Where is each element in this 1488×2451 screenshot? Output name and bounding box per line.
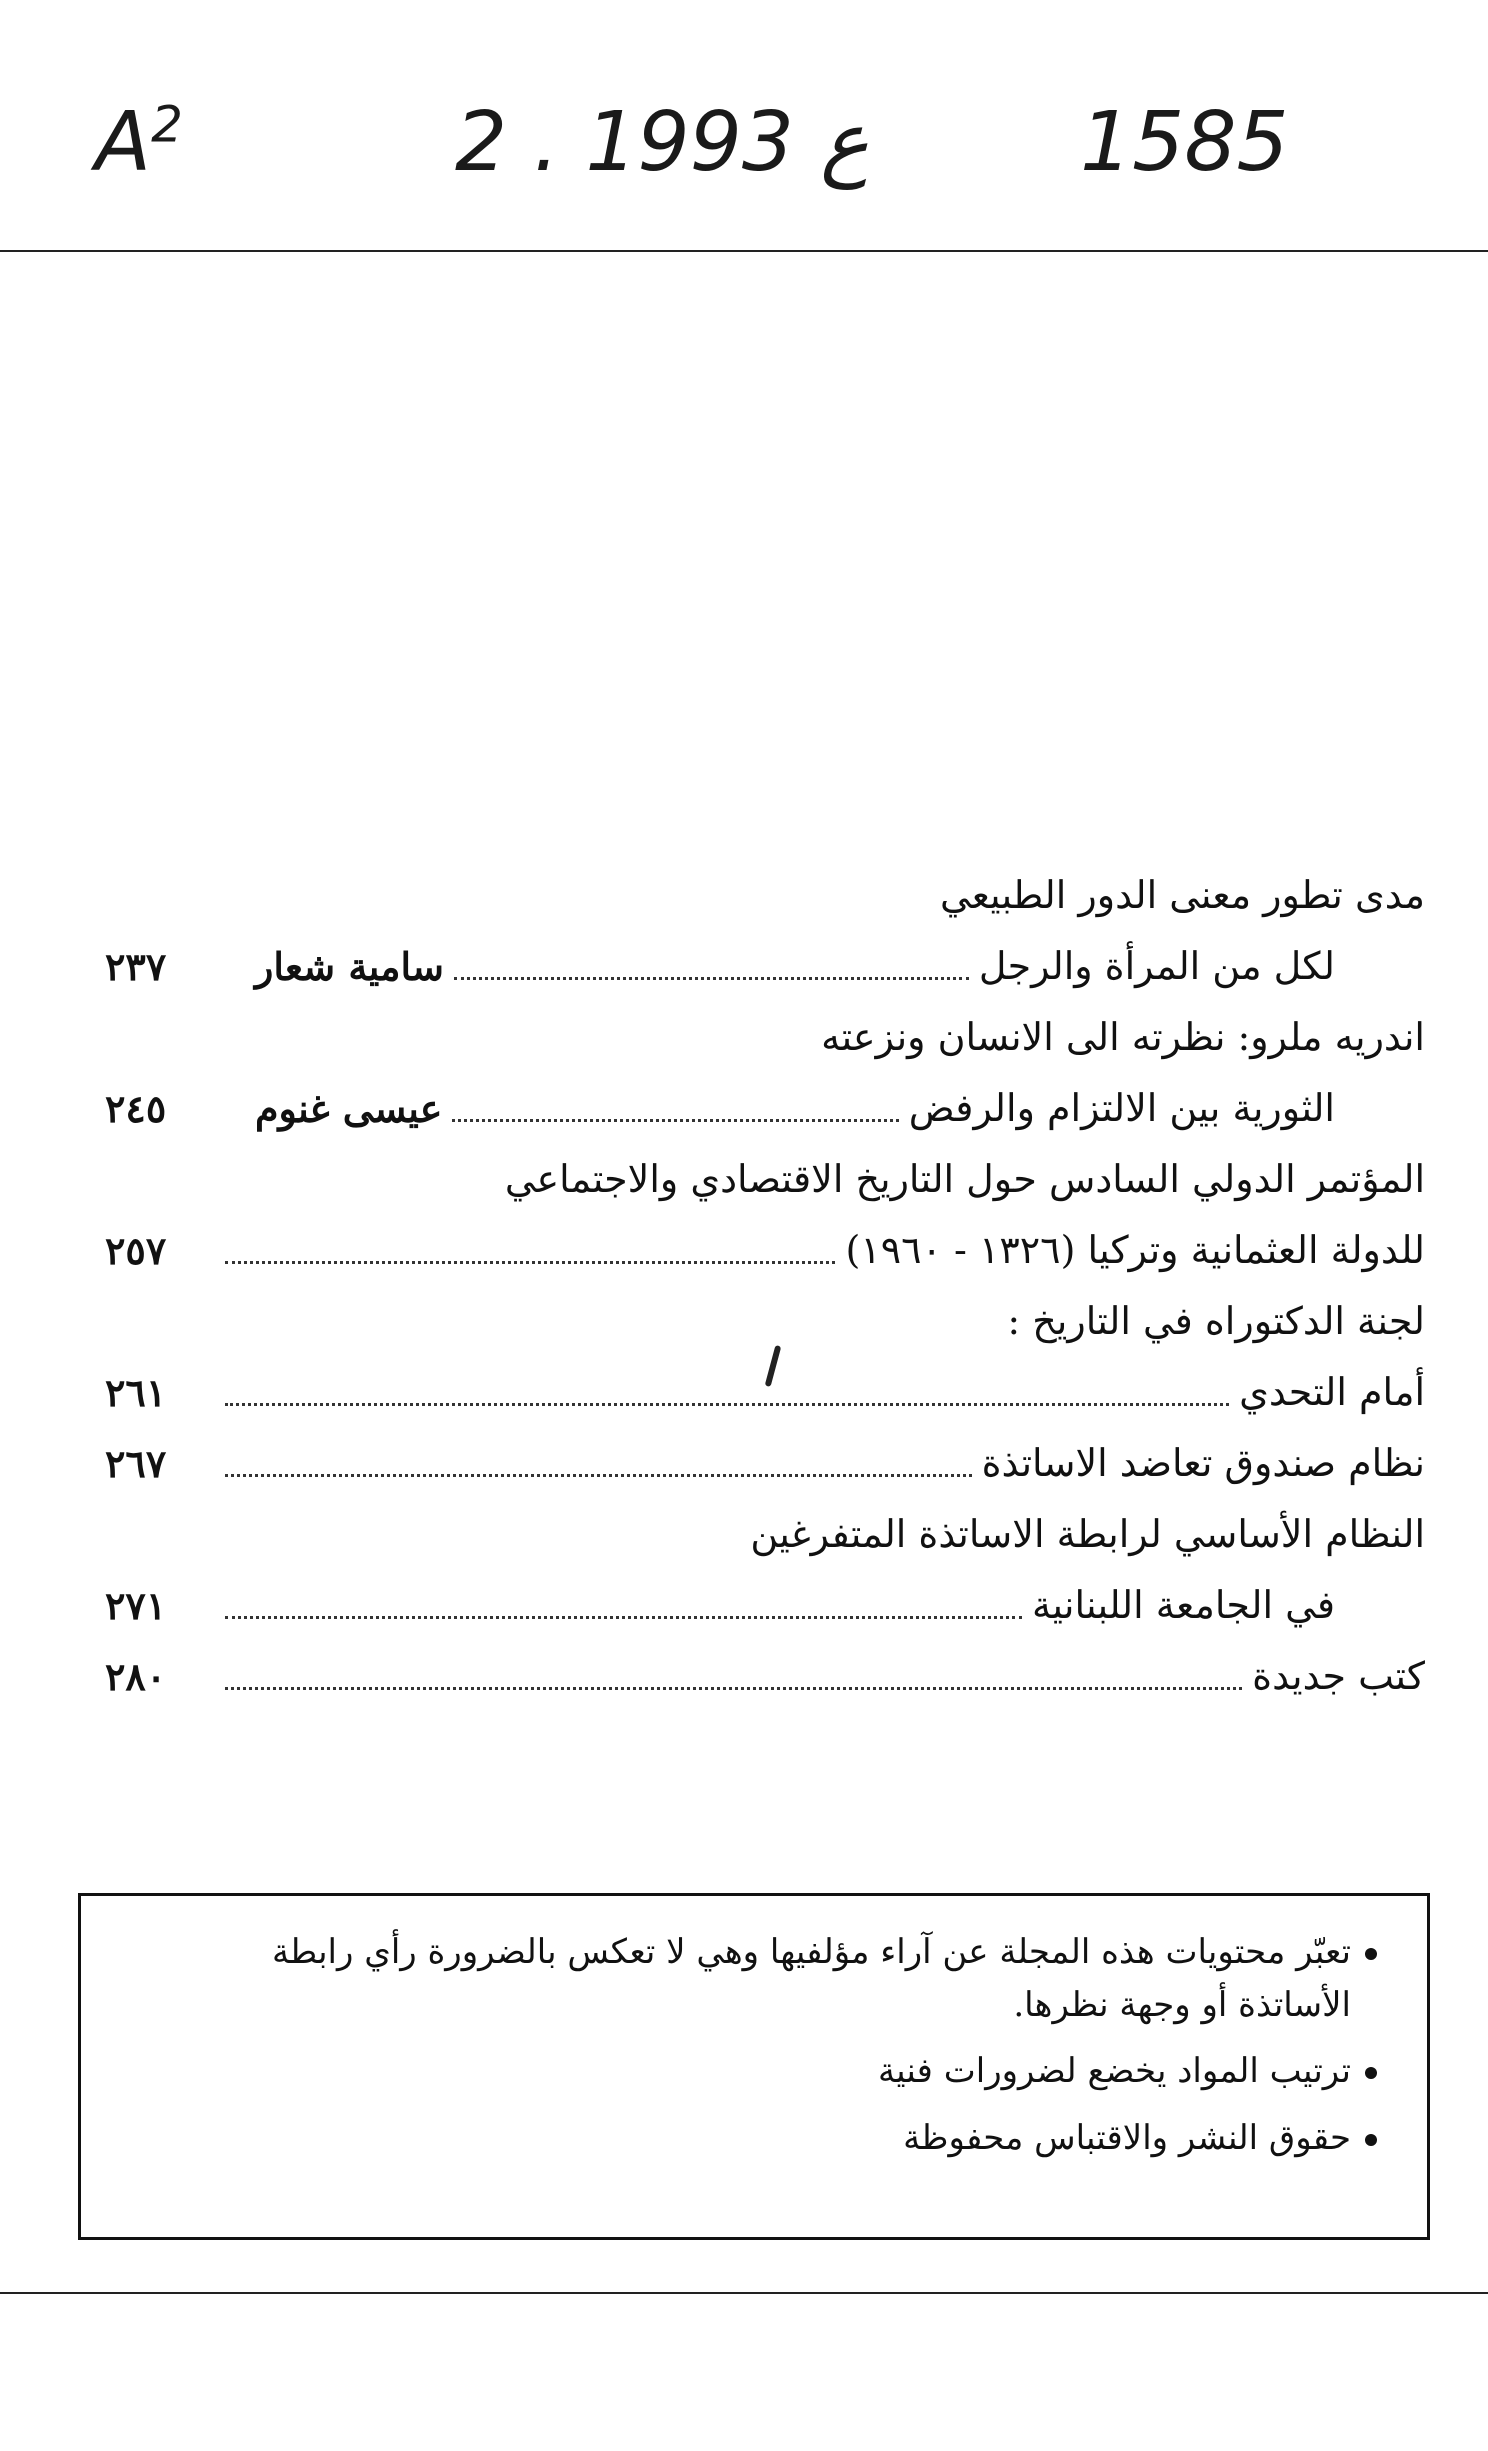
toc-page-number: ٢٦٧ xyxy=(105,1441,167,1486)
table-of-contents xyxy=(105,860,1425,1712)
bullet-icon xyxy=(1365,2067,1377,2079)
leader-dots xyxy=(454,976,969,980)
toc-author: سامية شعار xyxy=(255,944,444,989)
toc-title: كتب جديدة xyxy=(1252,1654,1425,1698)
toc-entry xyxy=(105,1073,1425,1144)
toc-title: النظام الأساسي لرابطة الاساتذة المتفرغين xyxy=(750,1512,1425,1556)
toc-page-number: ٢٥٧ xyxy=(105,1228,167,1273)
leader-dots xyxy=(452,1118,898,1122)
notes-box xyxy=(78,1893,1430,2240)
toc-entry xyxy=(105,860,1425,931)
toc-title: مدى تطور معنى الدور الطبيعي xyxy=(940,873,1425,917)
toc-page-number: ٢٣٧ xyxy=(105,944,167,989)
toc-entry xyxy=(105,1499,1425,1570)
toc-entry xyxy=(105,1428,1425,1499)
bullet-icon xyxy=(1365,2134,1377,2146)
bullet-icon xyxy=(1365,1948,1377,1960)
bottom-rule xyxy=(0,2292,1488,2294)
toc-title: للدولة العثمانية وتركيا (١٣٢٦ - ١٩٦٠) xyxy=(845,1228,1425,1272)
toc-entry xyxy=(105,1002,1425,1073)
leader-dots xyxy=(225,1260,835,1264)
toc-entry xyxy=(105,1215,1425,1286)
handwritten-number: 1585 xyxy=(1080,95,1289,190)
leader-dots xyxy=(225,1402,1229,1406)
note-item xyxy=(121,1926,1377,2031)
toc-title: أمام التحدي xyxy=(1239,1370,1425,1414)
note-text: حقوق النشر والاقتباس محفوظة xyxy=(903,2118,1351,2159)
toc-page-number: ٢٤٥ xyxy=(105,1086,167,1131)
handwritten-annotation xyxy=(95,95,1395,245)
note-text-continued: الأساتذة أو وجهة نظرها. xyxy=(1013,1984,1351,2025)
toc-page-number: ٢٧١ xyxy=(105,1583,167,1628)
toc-title: نظام صندوق تعاضد الاساتذة xyxy=(981,1441,1425,1485)
toc-entry xyxy=(105,1286,1425,1357)
toc-title: المؤتمر الدولي السادس حول التاريخ الاقتصادي والاجتماعي xyxy=(504,1157,1425,1201)
toc-title: الثورية بين الالتزام والرفض xyxy=(908,1086,1335,1130)
toc-author: عيسى غنوم xyxy=(255,1086,443,1131)
toc-page-number: ٢٨٠ xyxy=(105,1654,167,1699)
top-rule xyxy=(0,250,1488,252)
toc-entry xyxy=(105,1357,1425,1428)
toc-entry xyxy=(105,1641,1425,1712)
toc-title: لكل من المرأة والرجل xyxy=(978,944,1335,988)
handwritten-date: 2 . ع 1993 xyxy=(455,95,870,190)
leader-dots xyxy=(225,1686,1242,1690)
toc-page-number: ٢٦١ xyxy=(105,1370,167,1415)
handwritten-code: $A^2$ xyxy=(95,95,183,190)
leader-dots xyxy=(225,1615,1022,1619)
toc-entry xyxy=(105,931,1425,1002)
toc-title: في الجامعة اللبنانية xyxy=(1032,1583,1335,1627)
toc-title: لجنة الدكتوراه في التاريخ : xyxy=(1007,1299,1425,1343)
leader-dots xyxy=(225,1473,972,1477)
note-item xyxy=(121,2112,1377,2165)
toc-title: اندريه ملرو: نظرته الى الانسان ونزعته xyxy=(821,1015,1425,1059)
note-text: تعبّر محتويات هذه المجلة عن آراء مؤلفيها وهي لا تعكس بالضرورة رأي رابطة xyxy=(271,1932,1351,1972)
toc-entry xyxy=(105,1144,1425,1215)
note-item xyxy=(121,2045,1377,2098)
toc-entry xyxy=(105,1570,1425,1641)
note-text: ترتيب المواد يخضع لضرورات فنية xyxy=(877,2051,1351,2092)
